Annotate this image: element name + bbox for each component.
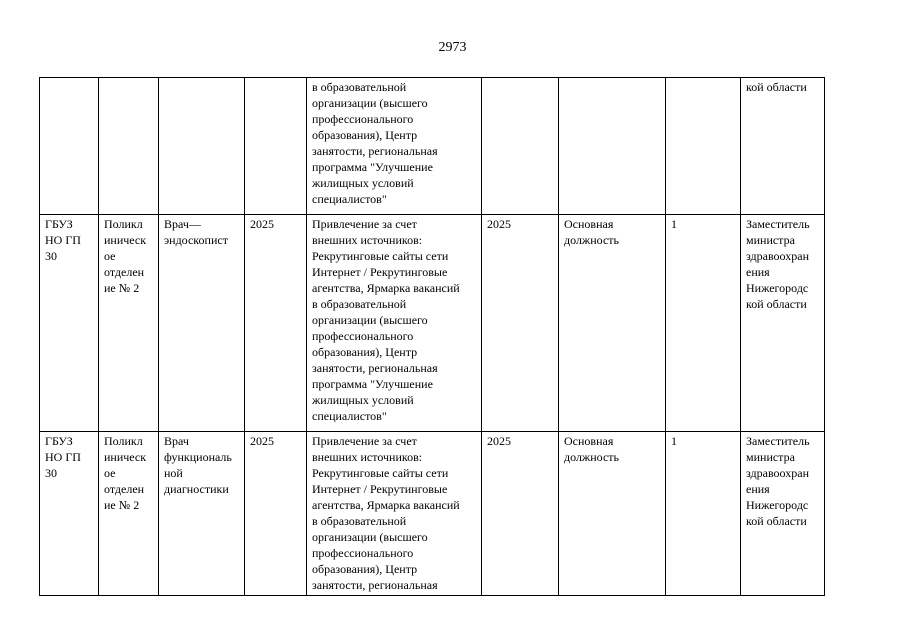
department-cell: Поликл иническ ое отделен ие № 2 — [99, 215, 159, 432]
job-type-cell: Основная должность — [559, 215, 666, 432]
position-cell: Врач функциональ ной диагностики — [159, 432, 245, 596]
responsible-cell: кой области — [741, 78, 825, 215]
measures-cell: Привлечение за счет внешних источников: Рекрутинговые сайты сети Интернет / Рекрутинговые агентства, Ярмарка вакансий в образовательной организации (высшего профессионального образования), Центр занятости, региональная — [307, 432, 482, 596]
org-cell — [40, 78, 99, 215]
responsible-cell: Заместитель министра здравоохран ения Нижегородс кой области — [741, 432, 825, 596]
deadline-cell: 2025 — [482, 432, 559, 596]
measures-cell: в образовательной организации (высшего профессионального образования), Центр занятости, региональная программа "Улучшение жилищных условий специалистов" — [307, 78, 482, 215]
staffing-table — [39, 77, 825, 596]
responsible-cell: Заместитель министра здравоохран ения Нижегородс кой области — [741, 215, 825, 432]
position-cell — [159, 78, 245, 215]
position-cell: Врач— эндоскопист — [159, 215, 245, 432]
job-type-cell: Основная должность — [559, 432, 666, 596]
measures-cell: Привлечение за счет внешних источников: Рекрутинговые сайты сети Интернет / Рекрутинговые агентства, Ярмарка вакансий в образовательной организации (высшего профессионального образования), Центр занятости, региональная программа "Улучшение жилищных условий специалистов" — [307, 215, 482, 432]
count-cell — [666, 78, 741, 215]
count-cell: 1 — [666, 215, 741, 432]
job-type-cell — [559, 78, 666, 215]
table-row — [40, 215, 825, 432]
table-row — [40, 432, 825, 596]
org-cell: ГБУЗ НО ГП 30 — [40, 215, 99, 432]
department-cell: Поликл иническ ое отделен ие № 2 — [99, 432, 159, 596]
deadline-cell: 2025 — [482, 215, 559, 432]
page-number: 2973 — [438, 40, 467, 55]
org-cell: ГБУЗ НО ГП 30 — [40, 432, 99, 596]
year-cell — [245, 78, 307, 215]
year-cell: 2025 — [245, 215, 307, 432]
department-cell — [99, 78, 159, 215]
count-cell: 1 — [666, 432, 741, 596]
table-row — [40, 78, 825, 215]
deadline-cell — [482, 78, 559, 215]
year-cell: 2025 — [245, 432, 307, 596]
